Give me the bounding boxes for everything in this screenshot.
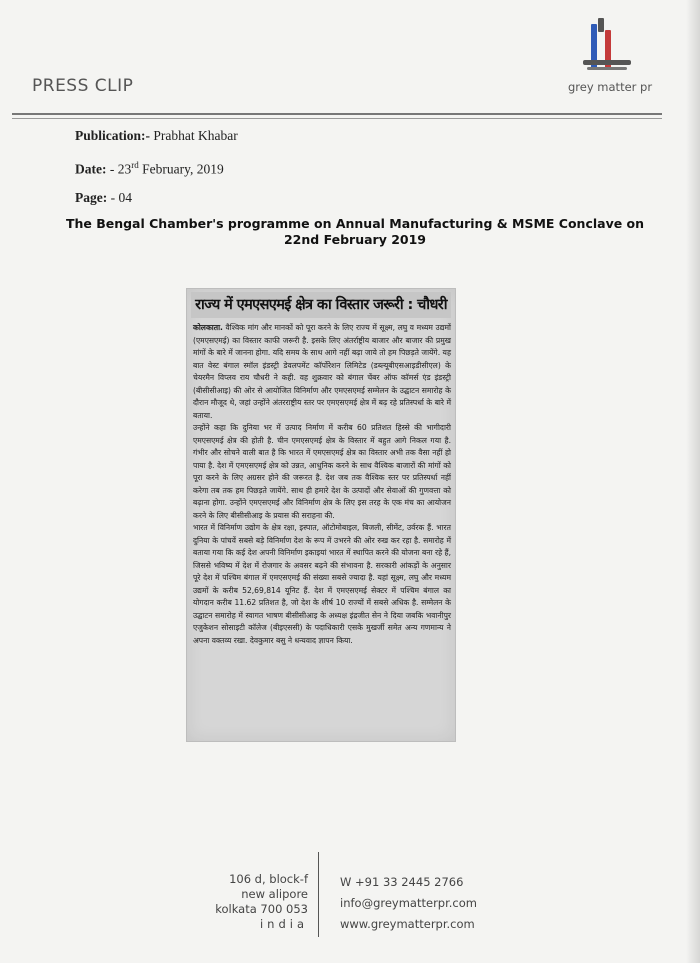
footer-address xyxy=(215,872,308,932)
contact-email: info@greymatterpr.com xyxy=(340,896,477,910)
publication-label: Publication:- xyxy=(75,128,151,143)
clipping-paragraph: भारत में विनिर्माण उद्योग के क्षेत्र रक्षा, इस्पात, ऑटोमोबाइल, बिजली, सीमेंट, उर्वरक हैं. भारत दुनिया के पांचवें सबसे बड़े विनिर्माण देश के रूप में उभरने की ओर रुख कर रहा है. समारोह में बताया गया कि कई देश अपनी विनिर्माण इकाइयां भारत में स्थापित करने की योजना बना रहे हैं, जिससे भविष्य में देश में रोजगार के अवसर बढ़ने की संभावना है. सरकारी आंकड़ों के अनुसार पूरे देश में पश्चिम बंगाल में एमएसएमई की संख्या सबसे ज्यादा है. यहां सूक्ष्म, लघु और मध्यम उद्यमों के करीब 52,69,814 यूनिट हैं. देश में एमएसएमई सेक्टर में पश्चिम बंगाल का योगदान करीब 11.62 प्रतिशत है, जो देश के शीर्ष 10 राज्यों में सबसे अधिक है. सम्मेलन के उद्घाटन समारोह में स्वागत भाषण बीसीसीआइ के अध्यक्ष इंद्रजीत सेन ने दिया जबकि भवानीपुर एजुकेशन सोसाइटी कॉलेज (बीइएससी) के पदाधिकारी एसके मुखर्जी समेत अन्य गणमान्य ने अपना वक्तव्य रखा. देवकुमार बसु ने धन्यवाद ज्ञापन किया. xyxy=(193,523,451,645)
page-value: - 04 xyxy=(110,190,132,205)
footer-contact xyxy=(340,872,477,935)
date-label: Date: xyxy=(75,161,107,177)
contact-phone: W +91 33 2445 2766 xyxy=(340,875,464,889)
logo-wordmark: grey matter pr xyxy=(568,80,653,94)
address-line-1: 106 d, block-f xyxy=(229,872,308,886)
date-superscript: rd xyxy=(131,160,139,170)
clipping-paragraph: उन्होंने कहा कि दुनिया भर में उत्पाद निर्माण में करीब 60 प्रतिशत हिस्से की भागीदारी एमएसएमई क्षेत्र की होती है. चीन एमएसएमई क्षेत्र के विस्तार में बहुत आगे निकल गया है. गंभीर और सोचने वाली बात है कि भारत में एमएसएमई क्षेत्र का विस्तार अभी तक वैसा नहीं हो पाया है. देश में एमएसएमई क्षेत्र को उन्नत, आधुनिक करने के साथ वैश्विक बाजारों की मांगों को पूरा करने के लिए अग्रसर होने की जरूरत है. देश जब तक वैश्विक स्तर पर प्रतिस्पर्धा नहीं करेगा तब तक हम पिछड़ते जायेंगे. साथ ही हमारे देश के उत्पादों और सेवाओं की गुणवत्ता को बढ़ाना होगा. उन्होंने एमएसएमई और विनिर्माण क्षेत्र के लिए इस तरह के एक मंच का आयोजन करने के लिए बीसीसीआइ के प्रयास की सराहना की. xyxy=(193,423,451,520)
newspaper-clipping xyxy=(186,288,456,742)
header-rule-thick xyxy=(12,113,662,115)
date-suffix: February, 2019 xyxy=(142,161,224,177)
clipping-paragraph: कोलकाता. वैश्विक मांग और मानकों को पूरा करने के लिए राज्य में सूक्ष्म, लघु व मध्यम उद्यमों (एमएसएमई) का विस्तार काफी जरूरी है. इसके लिए अंतर्राष्ट्रीय बाजार और बाजार की प्रमुख मांगों के बारे में जानना होगा. यदि समय के साथ आगे नहीं बढ़ा जाये तो हम पिछड़ते जायेंगे. यह बात वेस्ट बंगाल स्मॉल इंडस्ट्री डेवलपमेंट कॉर्पोरेशन लिमिटेड (डब्ल्यूबीएसआइडीसीएल) के चेयरमैन विप्लव राय चौधरी ने कही. वह शुक्रवार को बंगाल चेंबर ऑफ कॉमर्स एंड इंडस्ट्री (बीसीसीआइ) की ओर से आयोजित विनिर्माण और एमएसएमई सम्मेलन के उद्घाटन समारोह के दौरान मौजूद थे, जहां उन्होंने अंतरराष्ट्रीय स्तर पर एमएसएमई क्षेत्र में बढ़ रहे प्रतिस्पर्धा के बारे में बताया. xyxy=(193,323,451,420)
date-line xyxy=(75,160,224,178)
press-clip-title: PRESS CLIP xyxy=(32,76,134,96)
contact-website: www.greymatterpr.com xyxy=(340,917,475,931)
address-line-3: kolkata 700 053 xyxy=(215,902,308,916)
publication-line xyxy=(75,128,238,144)
clipping-dateline: कोलकाता. xyxy=(193,323,223,332)
event-headline: The Bengal Chamber's programme on Annual Manufacturing & MSME Conclave on 22nd February 2019 xyxy=(65,216,645,247)
header-rule-thin xyxy=(12,118,662,119)
address-line-4: india xyxy=(259,917,308,931)
page-edge-shadow xyxy=(686,0,700,963)
footer-divider xyxy=(318,852,319,937)
page-line xyxy=(75,190,132,206)
clipping-body xyxy=(193,322,451,647)
date-prefix: - 23 xyxy=(109,161,132,177)
publication-value: Prabhat Khabar xyxy=(153,128,238,143)
page-label: Page: xyxy=(75,190,108,205)
clipping-title: राज्य में एमएसएमई क्षेत्र का विस्तार जरूरी : चौधरी xyxy=(191,292,451,318)
address-line-2: new alipore xyxy=(241,887,308,901)
